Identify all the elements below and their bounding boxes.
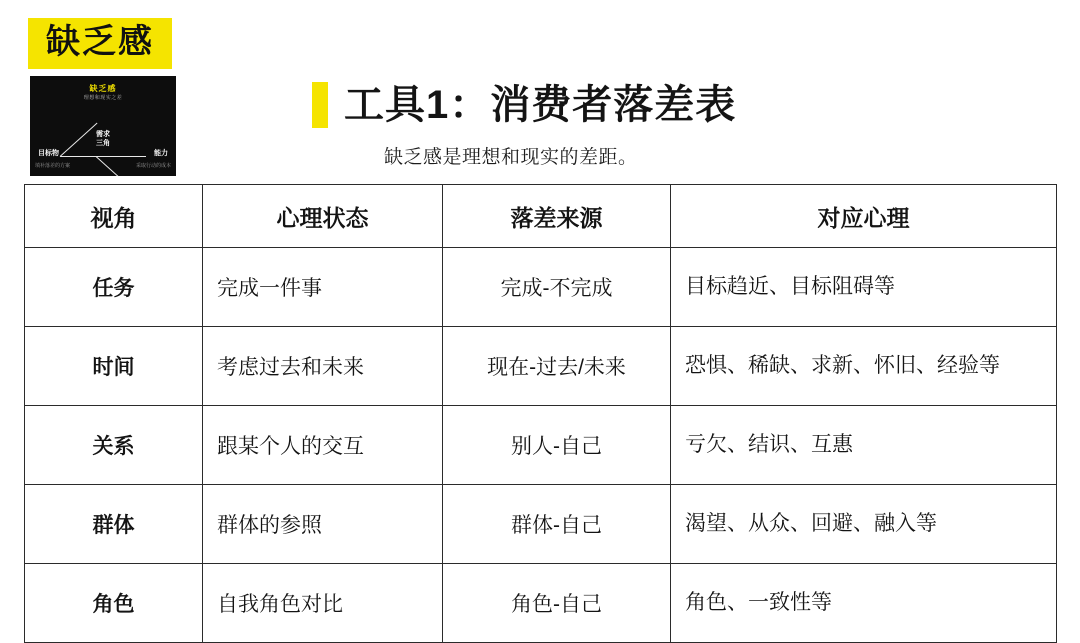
cell-perspective: 时间 [25,327,203,406]
column-header-psychology: 对应心理 [671,185,1057,248]
thumbnail-center-line1: 需求 [96,131,110,138]
table-row [25,564,1057,643]
table-row [25,485,1057,564]
thumbnail-left-caption: 填补落差的方案 [35,163,71,169]
thumbnail-center-line2: 三角 [96,139,110,147]
need-triangle-thumbnail [30,76,176,176]
cell-gap-source: 角色-自己 [443,564,671,643]
table-header-row [25,185,1057,248]
header [312,82,1052,169]
cell-psychology: 目标趋近、目标阻碍等 [671,248,1057,327]
cell-gap-source: 完成-不完成 [443,248,671,327]
cell-psychology: 渴望、从众、回避、融入等 [671,485,1057,564]
triangle-edge-right [96,156,134,176]
thumbnail-right-caption: 采取行动的成本 [135,163,171,169]
thumbnail-left-label: 目标物 [38,150,59,157]
cell-mental-state: 自我角色对比 [203,564,443,643]
cell-psychology: 亏欠、结识、互惠 [671,406,1057,485]
cell-psychology: 恐惧、稀缺、求新、怀旧、经验等 [671,327,1057,406]
section-badge-label: 缺乏感 [46,23,154,61]
thumbnail-center-label [30,131,176,149]
section-badge [28,18,172,69]
thumbnail-right-label: 能力 [154,150,168,157]
cell-gap-source: 别人-自己 [443,406,671,485]
triangle-edge-bottom [60,156,146,157]
table-row [25,248,1057,327]
cell-perspective: 角色 [25,564,203,643]
consumer-gap-table [24,184,1057,643]
cell-mental-state: 考虑过去和未来 [203,327,443,406]
page-subtitle: 缺乏感是理想和现实的差距。 [384,147,638,168]
column-header-mental-state: 心理状态 [203,185,443,248]
cell-psychology: 角色、一致性等 [671,564,1057,643]
cell-perspective: 群体 [25,485,203,564]
table-body [25,248,1057,643]
page-title-row [312,82,1052,128]
cell-mental-state: 群体的参照 [203,485,443,564]
cell-mental-state: 完成一件事 [203,248,443,327]
table-head [25,185,1057,248]
table-row [25,406,1057,485]
column-header-gap-source: 落差来源 [443,185,671,248]
cell-gap-source: 现在-过去/未来 [443,327,671,406]
thumbnail-subtitle: 理想和现实之差 [83,95,123,101]
cell-perspective: 关系 [25,406,203,485]
title-accent-bar [312,82,328,128]
thumbnail-title: 缺乏感 [89,84,117,93]
cell-gap-source: 群体-自己 [443,485,671,564]
gap-table-wrapper [24,184,1056,643]
table-row [25,327,1057,406]
cell-mental-state: 跟某个人的交互 [203,406,443,485]
column-header-perspective: 视角 [25,185,203,248]
page-title: 工具1：消费者落差表 [344,83,737,127]
cell-perspective: 任务 [25,248,203,327]
